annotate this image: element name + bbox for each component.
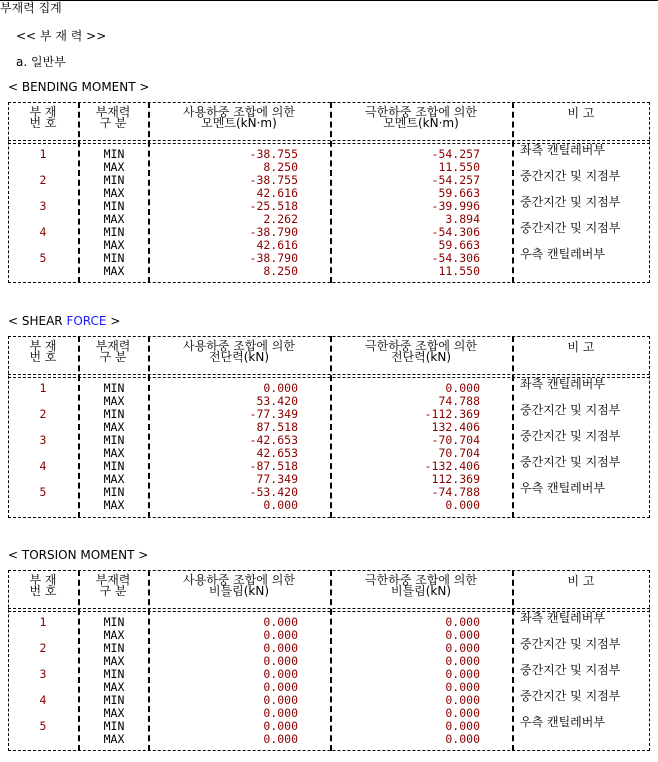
header-member-no [8, 107, 78, 129]
min-max-label: MAX [103, 680, 125, 694]
header-ultimate-load-line: 모멘트(kN·m) [383, 116, 459, 130]
service-load-value: 0.000 [263, 667, 298, 681]
ultimate-load-value: 59.663 [438, 238, 480, 252]
remark-text: 중간지간 및 지점부 [520, 403, 621, 417]
member-number: 1 [39, 381, 47, 395]
header-remark-line: 비 고 [567, 340, 595, 354]
member-number: 2 [39, 407, 47, 421]
header-member-type-line: 구 분 [99, 116, 127, 130]
header-member-type [78, 107, 148, 129]
ultimate-load-value: -54.306 [431, 225, 480, 239]
service-load-value: 53.420 [256, 394, 298, 408]
service-load-value: 0.000 [263, 615, 298, 629]
service-load-value: -42.653 [249, 433, 298, 447]
force-table [8, 102, 650, 283]
min-max-label: MIN [103, 615, 125, 629]
service-load-value: 42.616 [256, 186, 298, 200]
min-max-label: MIN [103, 407, 125, 421]
ultimate-load-value: -132.406 [424, 459, 480, 473]
remark-text: 중간지간 및 지점부 [520, 455, 621, 469]
header-member-type [78, 575, 148, 597]
remark-text: 우측 캔틸레버부 [520, 481, 605, 495]
member-number: 3 [39, 433, 47, 447]
min-max-label: MIN [103, 173, 125, 187]
header-ultimate-load [330, 575, 512, 597]
min-max-label: MIN [103, 667, 125, 681]
ultimate-load-value: 0.000 [445, 667, 480, 681]
service-load-value: 0.000 [263, 381, 298, 395]
table-heading-suffix: > [106, 314, 121, 328]
header-ultimate-load-line: 극한하중 조합에 의한 [365, 105, 477, 119]
service-load-value: -25.518 [249, 199, 298, 213]
table-heading-highlight: FORCE [66, 314, 107, 328]
ultimate-load-value: -54.306 [431, 251, 480, 265]
remark-text: 우측 캔틸레버부 [520, 715, 605, 729]
header-service-load [148, 341, 330, 363]
remark-text: 중간지간 및 지점부 [520, 637, 621, 651]
service-load-value: 8.250 [263, 264, 298, 278]
top-border-line [0, 0, 658, 1]
member-number: 3 [39, 667, 47, 681]
min-max-label: MAX [103, 654, 125, 668]
remark-text: 중간지간 및 지점부 [520, 221, 621, 235]
ultimate-load-value: 0.000 [445, 628, 480, 642]
min-max-label: MAX [103, 420, 125, 434]
table-heading [8, 315, 120, 328]
remark-text: 중간지간 및 지점부 [520, 169, 621, 183]
header-member-type-line: 구 분 [99, 350, 127, 364]
member-number: 4 [39, 225, 47, 239]
ultimate-load-value: 0.000 [445, 706, 480, 720]
remark-text: 좌측 캔틸레버부 [520, 377, 605, 391]
header-service-load [148, 575, 330, 597]
table-heading [8, 81, 149, 94]
ultimate-load-value: 132.406 [431, 420, 480, 434]
remark-text: 중간지간 및 지점부 [520, 195, 621, 209]
header-service-load-line: 모멘트(kN·m) [201, 116, 277, 130]
service-load-value: -87.518 [249, 459, 298, 473]
header-member-no-line: 번 호 [29, 584, 57, 598]
table-heading-text: < TORSION MOMENT > [8, 548, 149, 562]
min-max-label: MAX [103, 212, 125, 226]
section-subtitle: << 부 재 력 >> [16, 29, 107, 43]
service-load-value: 0.000 [263, 654, 298, 668]
header-service-load-line: 사용하중 조합에 의한 [183, 339, 295, 353]
remark-text: 중간지간 및 지점부 [520, 663, 621, 677]
header-member-no-line: 부 재 [29, 573, 57, 587]
min-max-label: MAX [103, 732, 125, 746]
ultimate-load-value: 0.000 [445, 693, 480, 707]
member-number: 4 [39, 459, 47, 473]
ultimate-load-value: 0.000 [445, 498, 480, 512]
ultimate-load-value: 0.000 [445, 615, 480, 629]
header-ultimate-load-line: 극한하중 조합에 의한 [365, 573, 477, 587]
table-row [8, 733, 650, 746]
ultimate-load-value: 3.894 [445, 212, 480, 226]
min-max-label: MIN [103, 199, 125, 213]
member-number: 1 [39, 147, 47, 161]
header-remark-line: 비 고 [567, 106, 595, 120]
remark-text: 좌측 캔틸레버부 [520, 611, 605, 625]
min-max-label: MIN [103, 433, 125, 447]
service-load-value: 2.262 [263, 212, 298, 226]
ultimate-load-value: 0.000 [445, 654, 480, 668]
header-remark-line: 비 고 [567, 574, 595, 588]
min-max-label: MAX [103, 498, 125, 512]
page-title: 부재력 집계 [0, 1, 62, 15]
member-number: 4 [39, 693, 47, 707]
header-ultimate-load [330, 107, 512, 129]
ultimate-load-value: 0.000 [445, 680, 480, 694]
ultimate-load-value: 74.788 [438, 394, 480, 408]
min-max-label: MAX [103, 186, 125, 200]
header-ultimate-load [330, 341, 512, 363]
header-service-load-line: 비틀림(kN) [208, 584, 270, 598]
header-service-load-line: 사용하중 조합에 의한 [183, 105, 295, 119]
header-member-type [78, 341, 148, 363]
header-member-no-line: 부 재 [29, 105, 57, 119]
ultimate-load-value: -54.257 [431, 147, 480, 161]
ultimate-load-value: -70.704 [431, 433, 480, 447]
service-load-value: 42.616 [256, 238, 298, 252]
member-number: 1 [39, 615, 47, 629]
table-row [8, 499, 650, 512]
service-load-value: 0.000 [263, 641, 298, 655]
service-load-value: 77.349 [256, 472, 298, 486]
ultimate-load-value: 59.663 [438, 186, 480, 200]
header-remark [512, 342, 650, 353]
service-load-value: 0.000 [263, 498, 298, 512]
service-load-value: -77.349 [249, 407, 298, 421]
member-number: 3 [39, 199, 47, 213]
table-heading [8, 549, 148, 562]
min-max-label: MAX [103, 472, 125, 486]
header-member-type-line: 부재력 [95, 105, 131, 119]
ultimate-load-value: 0.000 [445, 641, 480, 655]
ultimate-load-value: -74.788 [431, 485, 480, 499]
service-load-value: -38.790 [249, 251, 298, 265]
service-load-value: -38.790 [249, 225, 298, 239]
header-member-no-line: 번 호 [29, 350, 57, 364]
section-label: a. 일반부 [16, 55, 66, 69]
min-max-label: MIN [103, 251, 125, 265]
service-load-value: -38.755 [249, 173, 298, 187]
min-max-label: MIN [103, 485, 125, 499]
ultimate-load-value: 70.704 [438, 446, 480, 460]
remark-text: 중간지간 및 지점부 [520, 429, 621, 443]
min-max-label: MIN [103, 381, 125, 395]
member-number: 2 [39, 641, 47, 655]
table-heading-text: < SHEAR [8, 314, 67, 328]
header-service-load [148, 107, 330, 129]
table-heading-text: < BENDING MOMENT > [8, 80, 150, 94]
service-load-value: 0.000 [263, 680, 298, 694]
ultimate-load-value: 0.000 [445, 719, 480, 733]
min-max-label: MIN [103, 225, 125, 239]
header-separator [8, 608, 650, 609]
header-ultimate-load-line: 비틀림(kN) [390, 584, 452, 598]
member-number: 5 [39, 251, 47, 265]
min-max-label: MAX [103, 394, 125, 408]
header-separator [8, 140, 650, 141]
service-load-value: -38.755 [249, 147, 298, 161]
ultimate-load-value: 0.000 [445, 381, 480, 395]
remark-text: 좌측 캔틸레버부 [520, 143, 605, 157]
header-ultimate-load-line: 전단력(kN) [390, 350, 452, 364]
min-max-label: MIN [103, 693, 125, 707]
header-member-type-line: 구 분 [99, 584, 127, 598]
ultimate-load-value: -112.369 [424, 407, 480, 421]
header-service-load-line: 전단력(kN) [208, 350, 270, 364]
service-load-value: -53.420 [249, 485, 298, 499]
min-max-label: MAX [103, 706, 125, 720]
force-table [8, 336, 650, 518]
ultimate-load-value: -39.996 [431, 199, 480, 213]
service-load-value: 8.250 [263, 160, 298, 174]
header-remark [512, 576, 650, 587]
service-load-value: 0.000 [263, 732, 298, 746]
ultimate-load-value: 0.000 [445, 732, 480, 746]
table-row [8, 265, 650, 278]
service-load-value: 42.653 [256, 446, 298, 460]
member-number: 5 [39, 719, 47, 733]
remark-text: 중간지간 및 지점부 [520, 689, 621, 703]
header-member-no [8, 341, 78, 363]
min-max-label: MAX [103, 628, 125, 642]
member-number: 2 [39, 173, 47, 187]
header-member-no-line: 부 재 [29, 339, 57, 353]
header-ultimate-load-line: 극한하중 조합에 의한 [365, 339, 477, 353]
ultimate-load-value: 112.369 [431, 472, 480, 486]
service-load-value: 0.000 [263, 719, 298, 733]
header-member-type-line: 부재력 [95, 339, 131, 353]
min-max-label: MIN [103, 719, 125, 733]
service-load-value: 0.000 [263, 693, 298, 707]
header-member-no [8, 575, 78, 597]
service-load-value: 0.000 [263, 628, 298, 642]
ultimate-load-value: 11.550 [438, 264, 480, 278]
header-remark [512, 108, 650, 119]
ultimate-load-value: 11.550 [438, 160, 480, 174]
min-max-label: MAX [103, 160, 125, 174]
service-load-value: 87.518 [256, 420, 298, 434]
header-member-no-line: 번 호 [29, 116, 57, 130]
min-max-label: MAX [103, 238, 125, 252]
min-max-label: MIN [103, 641, 125, 655]
member-number: 5 [39, 485, 47, 499]
header-member-type-line: 부재력 [95, 573, 131, 587]
remark-text: 우측 캔틸레버부 [520, 247, 605, 261]
min-max-label: MAX [103, 446, 125, 460]
header-service-load-line: 사용하중 조합에 의한 [183, 573, 295, 587]
force-table [8, 570, 650, 751]
min-max-label: MIN [103, 459, 125, 473]
min-max-label: MIN [103, 147, 125, 161]
ultimate-load-value: -54.257 [431, 173, 480, 187]
header-separator [8, 374, 650, 375]
service-load-value: 0.000 [263, 706, 298, 720]
min-max-label: MAX [103, 264, 125, 278]
